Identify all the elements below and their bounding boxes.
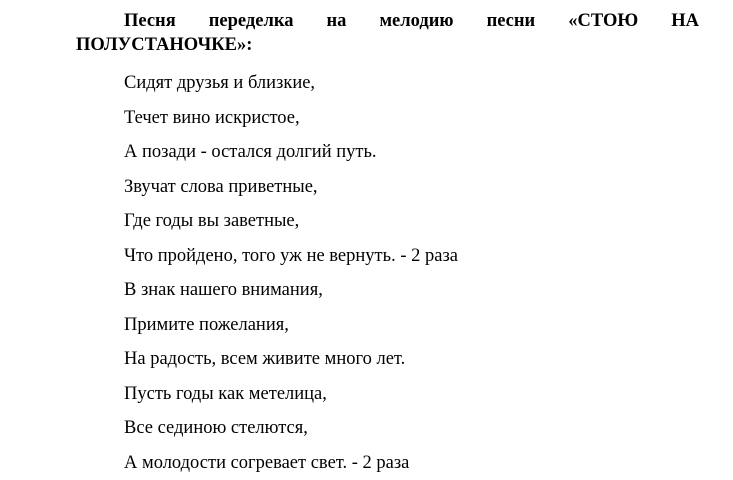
- lyrics: [124, 66, 458, 480]
- lyric-line: А молодости согревает свет. - 2 раза: [124, 446, 458, 480]
- lyric-line: Где годы вы заветные,: [124, 204, 458, 239]
- heading-word: переделка: [209, 9, 294, 33]
- heading-word: мелодию: [379, 9, 453, 33]
- lyric-line: Пусть годы как метелица,: [124, 377, 458, 412]
- lyric-line: Звучат слова приветные,: [124, 170, 458, 205]
- lyric-line: Все сединою стелются,: [124, 411, 458, 446]
- lyric-line: А позади - остался долгий путь.: [124, 135, 458, 170]
- lyric-line: Что пройдено, того уж не вернуть. - 2 раза: [124, 239, 458, 274]
- heading-word: песни: [487, 9, 536, 33]
- heading-line-2: ПОЛУСТАНОЧКЕ»:: [76, 33, 699, 57]
- lyric-line: Примите пожелания,: [124, 308, 458, 343]
- lyric-line: В знак нашего внимания,: [124, 273, 458, 308]
- heading-line-1: [76, 9, 699, 33]
- heading-word: на: [327, 9, 347, 33]
- lyric-line: Течет вино искристое,: [124, 101, 458, 136]
- song-heading: [76, 9, 699, 57]
- heading-word: НА: [671, 9, 699, 33]
- lyric-line: Сидят друзья и близкие,: [124, 66, 458, 101]
- heading-word: «СТОЮ: [568, 9, 638, 33]
- heading-word: Песня: [124, 9, 176, 33]
- lyric-line: На радость, всем живите много лет.: [124, 342, 458, 377]
